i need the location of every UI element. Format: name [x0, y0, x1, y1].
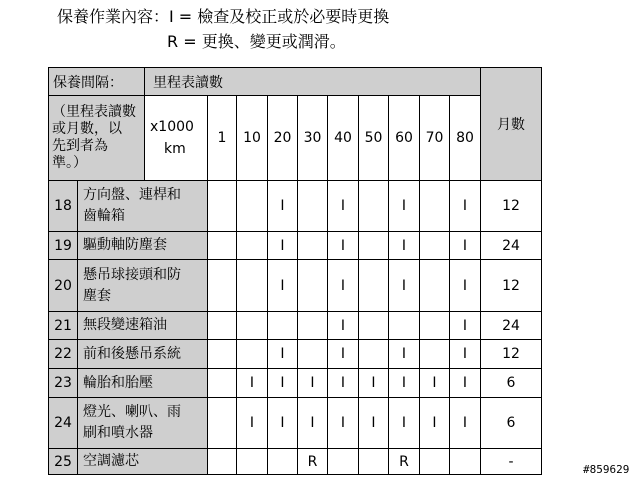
schedule-row [49, 340, 542, 369]
interval-description [49, 96, 145, 181]
interval-mark: I [328, 398, 359, 449]
interval-mark [208, 340, 237, 369]
item-number: 18 [49, 181, 78, 232]
interval-mark: I [450, 398, 481, 449]
interval-mark: I [389, 232, 420, 260]
interval-mark: I [237, 398, 268, 449]
interval-mark [328, 449, 359, 475]
interval-mark: I [268, 398, 298, 449]
desc-line: （里程表讀數 [52, 104, 136, 120]
km-column-header: 70 [420, 96, 450, 181]
interval-mark: I [237, 369, 268, 398]
item-number: 25 [49, 449, 78, 475]
months-value: 6 [481, 398, 542, 449]
interval-mark: I [389, 260, 420, 312]
interval-mark: I [328, 340, 359, 369]
interval-mark: I [268, 369, 298, 398]
header-row-columns [49, 96, 542, 181]
item-name [78, 398, 208, 449]
interval-mark: I [450, 312, 481, 340]
interval-mark [237, 232, 268, 260]
interval-mark [298, 232, 328, 260]
desc-line: 準。） [52, 155, 87, 171]
item-name-line: 燈光、喇叭、雨 [83, 404, 181, 420]
interval-mark: I [450, 232, 481, 260]
interval-mark [237, 260, 268, 312]
legend-line-1: 保養作業內容：I = 檢查及校正或於必要時更換 [57, 7, 390, 26]
item-number: 24 [49, 398, 78, 449]
interval-mark: I [450, 260, 481, 312]
item-name [78, 369, 208, 398]
legend-line-2: R = 更換、變更或潤滑。 [167, 32, 346, 51]
desc-line: 先到者為 [52, 138, 108, 154]
months-value: - [481, 449, 542, 475]
interval-mark [298, 340, 328, 369]
interval-mark [298, 260, 328, 312]
interval-mark: I [389, 369, 420, 398]
item-number: 23 [49, 369, 78, 398]
item-name-line: 齒輪箱 [83, 208, 125, 224]
schedule-row [49, 260, 542, 312]
interval-mark [420, 449, 450, 475]
interval-mark: I [328, 312, 359, 340]
item-name [78, 340, 208, 369]
interval-mark [359, 181, 389, 232]
desc-line: 或月數，以 [52, 121, 122, 137]
interval-mark [208, 398, 237, 449]
interval-mark: I [328, 181, 359, 232]
interval-mark: R [298, 449, 328, 475]
interval-mark: I [420, 369, 450, 398]
km-column-header: 30 [298, 96, 328, 181]
interval-mark [208, 312, 237, 340]
interval-mark [237, 181, 268, 232]
km-column-header: 80 [450, 96, 481, 181]
interval-mark: I [450, 181, 481, 232]
interval-mark [420, 260, 450, 312]
interval-mark [359, 232, 389, 260]
interval-mark: I [298, 369, 328, 398]
item-name-line: 刷和噴水器 [83, 425, 153, 441]
interval-mark: I [450, 369, 481, 398]
interval-mark: I [420, 398, 450, 449]
unit-header [145, 96, 208, 181]
interval-mark: I [359, 398, 389, 449]
unit-line: km [164, 141, 186, 157]
item-name-line: 懸吊球接頭和防 [83, 266, 181, 283]
interval-mark [208, 260, 237, 312]
interval-mark [208, 369, 237, 398]
interval-mark [298, 312, 328, 340]
interval-mark [420, 312, 450, 340]
interval-mark: I [268, 260, 298, 312]
interval-mark [208, 181, 237, 232]
item-name-line: 塵套 [83, 287, 111, 304]
interval-mark: I [389, 340, 420, 369]
interval-mark: I [328, 260, 359, 312]
interval-mark: I [298, 398, 328, 449]
interval-mark [237, 312, 268, 340]
interval-mark: I [359, 369, 389, 398]
interval-mark [420, 232, 450, 260]
interval-mark: I [450, 340, 481, 369]
months-value: 12 [481, 181, 542, 232]
interval-mark [237, 340, 268, 369]
months-value: 12 [481, 260, 542, 312]
schedule-row [49, 398, 542, 449]
interval-mark [389, 312, 420, 340]
interval-mark [208, 449, 237, 475]
interval-mark [268, 449, 298, 475]
header-row-interval [49, 68, 542, 96]
item-name-line: 無段變速箱油 [83, 317, 167, 333]
interval-mark [359, 340, 389, 369]
months-value: 24 [481, 232, 542, 260]
item-name-line: 輪胎和胎壓 [83, 374, 153, 391]
months-value: 12 [481, 340, 542, 369]
km-column-header: 40 [328, 96, 359, 181]
interval-mark [450, 449, 481, 475]
watermark-id: #859629 [583, 463, 630, 476]
interval-mark [298, 181, 328, 232]
schedule-row [49, 369, 542, 398]
item-name-line: 方向盤、連桿和 [83, 187, 181, 203]
schedule-row [49, 449, 542, 475]
interval-mark: R [389, 449, 420, 475]
km-column-header: 60 [389, 96, 420, 181]
item-name-line: 前和後懸吊系統 [83, 345, 181, 362]
item-name [78, 260, 208, 312]
schedule-row [49, 232, 542, 260]
interval-mark: I [389, 181, 420, 232]
km-column-header: 20 [268, 96, 298, 181]
months-value: 24 [481, 312, 542, 340]
unit-line: x1000 [150, 119, 194, 135]
months-value: 6 [481, 369, 542, 398]
interval-mark: I [328, 232, 359, 260]
km-column-header: 1 [208, 96, 237, 181]
interval-mark [359, 449, 389, 475]
interval-mark [237, 449, 268, 475]
interval-mark: I [389, 398, 420, 449]
item-number: 22 [49, 340, 78, 369]
item-number: 19 [49, 232, 78, 260]
maintenance-schedule-table [48, 67, 542, 475]
km-column-header: 10 [237, 96, 268, 181]
interval-mark [420, 340, 450, 369]
interval-mark: I [328, 369, 359, 398]
item-name [78, 181, 208, 232]
km-column-header: 50 [359, 96, 389, 181]
item-number: 21 [49, 312, 78, 340]
item-name-line: 驅動軸防塵套 [83, 237, 167, 253]
interval-mark: I [268, 181, 298, 232]
item-name [78, 232, 208, 260]
schedule-row [49, 181, 542, 232]
item-number: 20 [49, 260, 78, 312]
interval-label: 保養間隔： [49, 68, 145, 96]
interval-mark: I [268, 340, 298, 369]
months-header: 月數 [481, 68, 542, 181]
interval-mark [268, 312, 298, 340]
item-name [78, 312, 208, 340]
item-name [78, 449, 208, 475]
interval-mark: I [268, 232, 298, 260]
interval-mark [420, 181, 450, 232]
item-name-line: 空調濾芯 [83, 453, 139, 469]
interval-mark [208, 232, 237, 260]
interval-mark [359, 260, 389, 312]
schedule-row [49, 312, 542, 340]
interval-mark [359, 312, 389, 340]
odometer-reading-label: 里程表讀數 [145, 68, 481, 96]
